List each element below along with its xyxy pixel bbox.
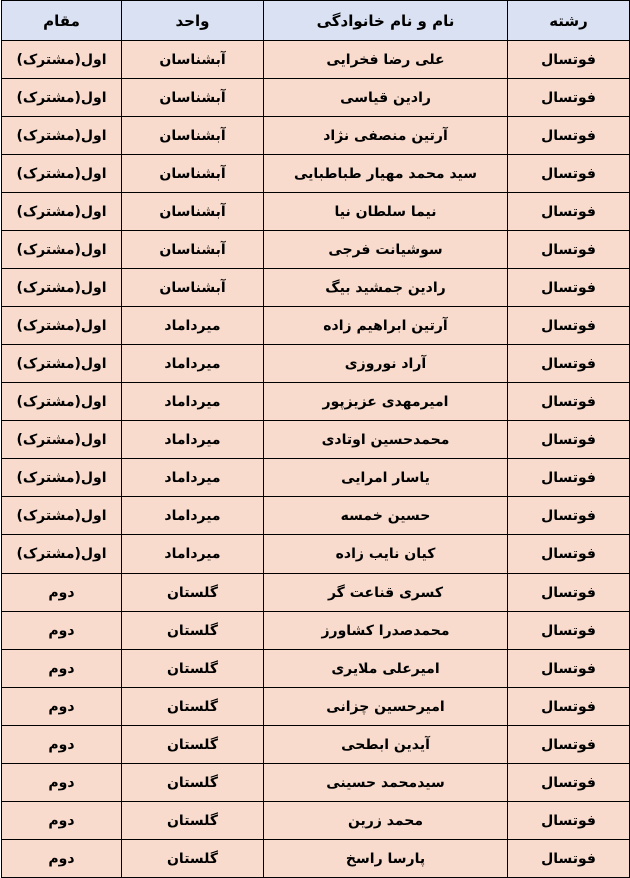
table-row: [2, 269, 630, 307]
table-row: [2, 41, 630, 79]
table-row: [2, 612, 630, 650]
cell-field: فوتسال: [508, 383, 630, 421]
cell-name: سید محمد مهیار طباطبایی: [264, 155, 508, 193]
table-row: [2, 802, 630, 840]
cell-unit: گلستان: [122, 764, 264, 802]
table-row: [2, 231, 630, 269]
cell-rank: اول(مشترک): [2, 459, 122, 497]
cell-unit: آبشناسان: [122, 79, 264, 117]
header-name: نام و نام خانوادگی: [264, 1, 508, 41]
cell-field: فوتسال: [508, 688, 630, 726]
cell-rank: اول(مشترک): [2, 421, 122, 459]
cell-rank: اول(مشترک): [2, 41, 122, 79]
cell-unit: آبشناسان: [122, 231, 264, 269]
header-row: [2, 1, 630, 41]
cell-unit: گلستان: [122, 840, 264, 878]
cell-unit: آبشناسان: [122, 41, 264, 79]
cell-unit: میرداماد: [122, 383, 264, 421]
cell-unit: آبشناسان: [122, 269, 264, 307]
cell-rank: اول(مشترک): [2, 497, 122, 535]
cell-rank: اول(مشترک): [2, 383, 122, 421]
cell-name: محمد زرین: [264, 802, 508, 840]
cell-name: محمدحسین اوتادی: [264, 421, 508, 459]
cell-rank: اول(مشترک): [2, 193, 122, 231]
cell-field: فوتسال: [508, 764, 630, 802]
cell-rank: اول(مشترک): [2, 155, 122, 193]
table-row: [2, 688, 630, 726]
cell-name: امیرحسین چزانی: [264, 688, 508, 726]
table-row: [2, 574, 630, 612]
cell-field: فوتسال: [508, 117, 630, 155]
cell-field: فوتسال: [508, 726, 630, 764]
cell-rank: اول(مشترک): [2, 345, 122, 383]
cell-name: یاسار امرایی: [264, 459, 508, 497]
header-field: رشته: [508, 1, 630, 41]
table-row: [2, 764, 630, 802]
cell-field: فوتسال: [508, 345, 630, 383]
cell-unit: میرداماد: [122, 459, 264, 497]
table-row: [2, 345, 630, 383]
cell-name: رادین جمشید بیگ: [264, 269, 508, 307]
table-row: [2, 726, 630, 764]
cell-field: فوتسال: [508, 650, 630, 688]
cell-field: فوتسال: [508, 802, 630, 840]
cell-name: علی رضا فخرایی: [264, 41, 508, 79]
cell-unit: میرداماد: [122, 421, 264, 459]
cell-unit: گلستان: [122, 650, 264, 688]
cell-unit: آبشناسان: [122, 193, 264, 231]
cell-name: پارسا راسخ: [264, 840, 508, 878]
cell-field: فوتسال: [508, 231, 630, 269]
cell-unit: آبشناسان: [122, 155, 264, 193]
cell-name: آرتین ابراهیم زاده: [264, 307, 508, 345]
cell-field: فوتسال: [508, 574, 630, 612]
cell-name: آرتین منصفی نژاد: [264, 117, 508, 155]
cell-name: آراد نوروزی: [264, 345, 508, 383]
cell-rank: اول(مشترک): [2, 117, 122, 155]
cell-name: امیرمهدی عزیزپور: [264, 383, 508, 421]
cell-unit: میرداماد: [122, 307, 264, 345]
cell-name: حسین خمسه: [264, 497, 508, 535]
cell-unit: گلستان: [122, 688, 264, 726]
cell-name: کسری قناعت گر: [264, 574, 508, 612]
cell-rank: اول(مشترک): [2, 535, 122, 574]
cell-name: کیان نایب زاده: [264, 535, 508, 574]
cell-rank: دوم: [2, 612, 122, 650]
table-row: [2, 383, 630, 421]
cell-field: فوتسال: [508, 269, 630, 307]
table-row: [2, 117, 630, 155]
table-row: [2, 193, 630, 231]
table-row: [2, 459, 630, 497]
cell-rank: اول(مشترک): [2, 269, 122, 307]
table-row: [2, 79, 630, 117]
table-row: [2, 535, 630, 574]
cell-unit: آبشناسان: [122, 117, 264, 155]
table-row: [2, 155, 630, 193]
cell-rank: دوم: [2, 802, 122, 840]
cell-rank: اول(مشترک): [2, 307, 122, 345]
cell-unit: گلستان: [122, 612, 264, 650]
header-rank: مقام: [2, 1, 122, 41]
cell-field: فوتسال: [508, 612, 630, 650]
cell-name: آیدین ابطحی: [264, 726, 508, 764]
cell-field: فوتسال: [508, 459, 630, 497]
cell-field: فوتسال: [508, 193, 630, 231]
cell-field: فوتسال: [508, 535, 630, 574]
cell-name: سیدمحمد حسینی: [264, 764, 508, 802]
cell-field: فوتسال: [508, 421, 630, 459]
cell-rank: اول(مشترک): [2, 79, 122, 117]
cell-rank: دوم: [2, 840, 122, 878]
cell-unit: گلستان: [122, 802, 264, 840]
cell-field: فوتسال: [508, 41, 630, 79]
table-row: [2, 840, 630, 878]
table-row: [2, 307, 630, 345]
cell-field: فوتسال: [508, 497, 630, 535]
cell-name: سوشیانت فرجی: [264, 231, 508, 269]
cell-unit: گلستان: [122, 726, 264, 764]
cell-unit: گلستان: [122, 574, 264, 612]
cell-unit: میرداماد: [122, 535, 264, 574]
cell-rank: دوم: [2, 726, 122, 764]
cell-name: محمدصدرا کشاورز: [264, 612, 508, 650]
header-unit: واحد: [122, 1, 264, 41]
cell-rank: دوم: [2, 650, 122, 688]
cell-rank: دوم: [2, 574, 122, 612]
cell-rank: اول(مشترک): [2, 231, 122, 269]
cell-unit: میرداماد: [122, 497, 264, 535]
cell-field: فوتسال: [508, 79, 630, 117]
cell-name: نیما سلطان نیا: [264, 193, 508, 231]
cell-unit: میرداماد: [122, 345, 264, 383]
table-row: [2, 421, 630, 459]
cell-field: فوتسال: [508, 307, 630, 345]
cell-field: فوتسال: [508, 155, 630, 193]
cell-field: فوتسال: [508, 840, 630, 878]
table-row: [2, 497, 630, 535]
cell-name: رادین قیاسی: [264, 79, 508, 117]
cell-name: امیرعلی ملایری: [264, 650, 508, 688]
results-table: [1, 0, 630, 878]
table-row: [2, 650, 630, 688]
cell-rank: دوم: [2, 688, 122, 726]
cell-rank: دوم: [2, 764, 122, 802]
